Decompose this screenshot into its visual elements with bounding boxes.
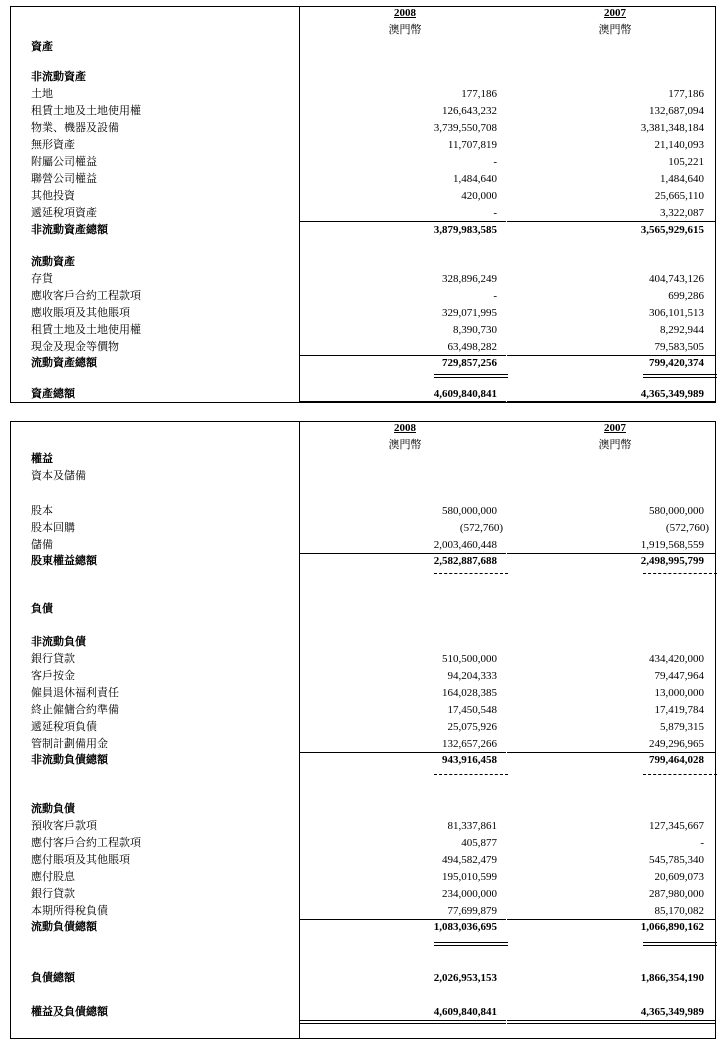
value-2007: 434,420,000 — [649, 653, 704, 665]
row-label: 遞延稅項資產 — [31, 207, 97, 219]
table-row — [11, 272, 715, 287]
table-row — [11, 703, 715, 718]
value-2007: 25,665,110 — [654, 190, 704, 202]
table-row — [11, 669, 715, 684]
grand-total-row — [11, 1005, 715, 1020]
row-label: 股東權益總額 — [31, 555, 97, 567]
row-label: 銀行貸款 — [31, 653, 75, 665]
equity-liabilities-statement-table — [10, 421, 716, 1039]
section-heading — [11, 802, 715, 817]
value-2007: 177,186 — [668, 88, 704, 100]
value-2007: 306,101,513 — [649, 307, 704, 319]
value-2008: 494,582,479 — [442, 854, 497, 866]
table-row — [11, 340, 715, 355]
value-2007: 13,000,000 — [654, 687, 704, 699]
table-row — [11, 720, 715, 735]
value-2007: 799,420,374 — [649, 357, 704, 369]
currency-label-2007: 澳門幣 — [598, 24, 632, 36]
value-2007: 3,322,087 — [660, 207, 704, 219]
value-2008: 177,186 — [461, 88, 497, 100]
row-label: 僱員退休福利責任 — [31, 687, 119, 699]
value-2008: 2,582,887,688 — [433, 555, 497, 567]
table-row — [11, 652, 715, 667]
value-2008: 328,896,249 — [442, 273, 497, 285]
value-2007: 1,066,890,162 — [640, 921, 704, 933]
current-liabilities-heading: 流動負債 — [31, 803, 75, 815]
value-2007: 8,292,944 — [660, 324, 704, 336]
total-rule — [507, 401, 715, 402]
table-row — [11, 904, 715, 919]
non-current-liabilities-heading: 非流動負債 — [31, 636, 86, 648]
equity-heading: 權益 — [31, 453, 53, 465]
row-label: 應收賬項及其他賬項 — [31, 307, 130, 319]
value-2007: 20,609,073 — [654, 871, 704, 883]
subtotal-row — [11, 223, 715, 238]
row-label: 聯營公司權益 — [31, 173, 97, 185]
row-label: 股本回購 — [31, 522, 75, 534]
value-2007: 1,919,568,559 — [640, 539, 704, 551]
value-2008: 3,879,983,585 — [433, 224, 497, 236]
row-label: 終止僱傭合約準備 — [31, 704, 119, 716]
value-2008: 81,337,861 — [447, 820, 497, 832]
year-header-2007: 2007 — [604, 422, 626, 434]
table-row — [11, 887, 715, 902]
assets-statement-table — [10, 6, 716, 403]
double-underline — [643, 374, 717, 378]
row-label: 股本 — [31, 505, 53, 517]
table-row — [11, 138, 715, 153]
section-heading — [11, 255, 715, 270]
value-2007: 5,879,315 — [660, 721, 704, 733]
table-row — [11, 155, 715, 170]
row-label: 銀行貸款 — [31, 888, 75, 900]
dashed-underline — [434, 573, 508, 574]
total-rule — [507, 1023, 715, 1024]
value-2007: 1,866,354,190 — [640, 972, 704, 984]
row-label: 無形資產 — [31, 139, 75, 151]
value-2008: - — [493, 156, 497, 168]
value-2007: 249,296,965 — [649, 738, 704, 750]
value-2008: 234,000,000 — [442, 888, 497, 900]
row-label: 儲備 — [31, 539, 53, 551]
value-2008: 729,857,256 — [442, 357, 497, 369]
section-heading — [11, 635, 715, 650]
value-2008: 1,083,036,695 — [433, 921, 497, 933]
value-2007: 127,345,667 — [649, 820, 704, 832]
table-row — [11, 853, 715, 868]
row-label: 其他投資 — [31, 190, 75, 202]
table-row — [11, 121, 715, 136]
value-2008: 943,916,458 — [442, 754, 497, 766]
section-heading — [11, 602, 715, 617]
total-rule — [299, 1020, 506, 1021]
row-label: 負債總額 — [31, 972, 75, 984]
value-2007: 105,221 — [668, 156, 704, 168]
table-row — [11, 819, 715, 834]
value-2008: 2,003,460,448 — [433, 539, 497, 551]
year-header-2008: 2008 — [394, 422, 416, 434]
value-2008: 77,699,879 — [447, 905, 497, 917]
value-2007: 4,365,349,989 — [640, 388, 704, 400]
value-2008: (572,760) — [459, 522, 503, 534]
dashed-underline — [643, 573, 717, 574]
value-2007: 85,170,082 — [654, 905, 704, 917]
value-2008: 4,609,840,841 — [433, 388, 497, 400]
value-2008: 195,010,599 — [442, 871, 497, 883]
subtotal-row — [11, 356, 715, 371]
value-2008: 63,498,282 — [447, 341, 497, 353]
table-row — [11, 504, 715, 519]
section-subheading — [11, 469, 715, 484]
section-heading — [11, 40, 715, 55]
table-row — [11, 836, 715, 851]
row-label: 現金及現金等價物 — [31, 341, 119, 353]
value-2008: 8,390,730 — [453, 324, 497, 336]
row-label: 物業、機器及設備 — [31, 122, 119, 134]
row-label: 應付客戶合約工程款項 — [31, 837, 141, 849]
value-2008: 132,657,266 — [442, 738, 497, 750]
liabilities-total-row — [11, 971, 715, 986]
value-2007: 404,743,126 — [649, 273, 704, 285]
value-2007: 545,785,340 — [649, 854, 704, 866]
value-2007: 799,464,028 — [649, 754, 704, 766]
row-label: 土地 — [31, 88, 53, 100]
subtotal-row — [11, 753, 715, 768]
value-2007: 287,980,000 — [649, 888, 704, 900]
dashed-underline — [643, 774, 717, 775]
row-label: 應收客戶合約工程款項 — [31, 290, 141, 302]
section-heading — [11, 70, 715, 85]
table-row — [11, 104, 715, 119]
value-2008: 1,484,640 — [453, 173, 497, 185]
table-row — [11, 172, 715, 187]
table-row — [11, 538, 715, 553]
value-2008: 25,075,926 — [447, 721, 497, 733]
table-row — [11, 289, 715, 304]
row-label: 租賃土地及土地使用權 — [31, 324, 141, 336]
capital-reserves-heading: 資本及儲備 — [31, 470, 86, 482]
value-2008: 580,000,000 — [442, 505, 497, 517]
liabilities-heading: 負債 — [31, 603, 53, 615]
row-label: 流動負債總額 — [31, 921, 97, 933]
table-row — [11, 870, 715, 885]
currency-label-2008: 澳門幣 — [388, 24, 422, 36]
table-row — [11, 737, 715, 752]
table-row — [11, 686, 715, 701]
table-row — [11, 87, 715, 102]
table-row — [11, 521, 715, 536]
non-current-assets-heading: 非流動資產 — [31, 71, 86, 83]
dashed-underline — [434, 774, 508, 775]
value-2008: 126,643,232 — [442, 105, 497, 117]
value-2007: 3,565,929,615 — [640, 224, 704, 236]
value-2007: - — [700, 837, 704, 849]
row-label: 附屬公司權益 — [31, 156, 97, 168]
subtotal-rule — [299, 221, 506, 222]
section-heading — [11, 452, 715, 467]
value-2007: 17,419,784 — [654, 704, 704, 716]
value-2008: 3,739,550,708 — [433, 122, 497, 134]
total-rule — [299, 401, 506, 402]
value-2007: 79,447,964 — [654, 670, 704, 682]
row-label: 客戶按金 — [31, 670, 75, 682]
value-2007: 1,484,640 — [660, 173, 704, 185]
table-row — [11, 206, 715, 221]
row-label: 資產總額 — [31, 388, 75, 400]
value-2007: 3,381,348,184 — [640, 122, 704, 134]
row-label: 權益及負債總額 — [31, 1006, 108, 1018]
row-label: 租賃土地及土地使用權 — [31, 105, 141, 117]
value-2007: 580,000,000 — [649, 505, 704, 517]
value-2007: 4,365,349,989 — [640, 1006, 704, 1018]
value-2008: - — [493, 207, 497, 219]
current-assets-heading: 流動資產 — [31, 256, 75, 268]
double-underline — [434, 374, 508, 378]
year-header-2008: 2008 — [394, 7, 416, 19]
row-label: 存貨 — [31, 273, 53, 285]
currency-label-2007: 澳門幣 — [598, 439, 632, 451]
row-label: 應付股息 — [31, 871, 75, 883]
row-label: 應付賬項及其他賬項 — [31, 854, 130, 866]
double-underline — [434, 942, 508, 946]
year-header-2007: 2007 — [604, 7, 626, 19]
subtotal-rule — [507, 221, 715, 222]
row-label: 非流動負債總額 — [31, 754, 108, 766]
value-2008: 17,450,548 — [447, 704, 497, 716]
value-2007: 21,140,093 — [654, 139, 704, 151]
table-row — [11, 323, 715, 338]
row-label: 預收客戶款項 — [31, 820, 97, 832]
subtotal-row — [11, 920, 715, 935]
assets-heading: 資產 — [31, 41, 53, 53]
row-label: 非流動資產總額 — [31, 224, 108, 236]
row-label: 遞延稅項負債 — [31, 721, 97, 733]
value-2007: (572,760) — [665, 522, 709, 534]
table-row — [11, 306, 715, 321]
grand-total-row — [11, 387, 715, 402]
subtotal-row — [11, 554, 715, 569]
value-2008: 164,028,385 — [442, 687, 497, 699]
value-2008: 94,204,333 — [447, 670, 497, 682]
table-row — [11, 189, 715, 204]
currency-label-2008: 澳門幣 — [388, 439, 422, 451]
value-2008: 4,609,840,841 — [433, 1006, 497, 1018]
value-2007: 132,687,094 — [649, 105, 704, 117]
value-2008: 405,877 — [461, 837, 497, 849]
total-rule — [507, 1020, 715, 1021]
row-label: 本期所得稅負債 — [31, 905, 108, 917]
value-2007: 79,583,505 — [654, 341, 704, 353]
value-2008: - — [493, 290, 497, 302]
value-2008: 420,000 — [461, 190, 497, 202]
value-2008: 329,071,995 — [442, 307, 497, 319]
value-2008: 510,500,000 — [442, 653, 497, 665]
double-underline — [643, 942, 717, 946]
value-2007: 2,498,995,799 — [640, 555, 704, 567]
total-rule — [299, 1023, 506, 1024]
row-label: 流動資產總額 — [31, 357, 97, 369]
value-2008: 2,026,953,153 — [433, 972, 497, 984]
value-2008: 11,707,819 — [447, 139, 497, 151]
row-label: 管制計劃備用金 — [31, 738, 108, 750]
value-2007: 699,286 — [668, 290, 704, 302]
